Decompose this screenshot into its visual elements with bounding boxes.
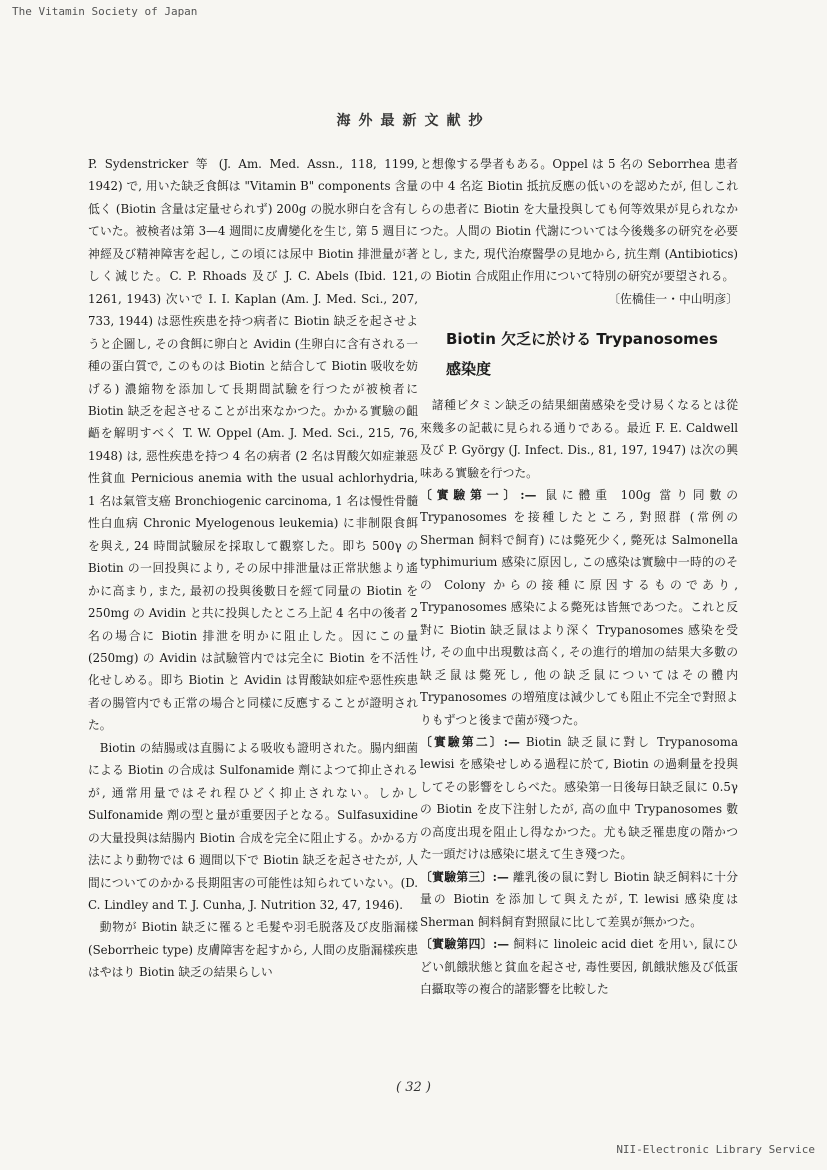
experiment-paragraph	[420, 933, 738, 1000]
paragraph: と想像する學者もある。Oppel は 5 名の Seborrhea 患者の中 4 名迄 Biotin 抵抗反應の低いのを認めたが, 但しこれらの患者に Biotin を大量投與しても何等效果が見られなかつた。人間の Biotin 代謝については今後幾多の研究を必要とし, また, 現代治療醫學の見地から, 抗生劑 (Antibiotics) の Biotin 合成阻止作用について特別の研究が要望される。	[420, 157, 738, 284]
article-intro: 諸種ビタミン缺乏の結果細菌感染を受け易くなるとは從來幾多の記載に見られる通りである。最近 F. E. Caldwell 及び P. György (J. Infect. Dis., 81, 197, 1947) は次の興味ある實驗を行つた。	[420, 398, 738, 480]
experiment-text: 離乳後の鼠に對し Biotin 缺乏飼料に十分量の Biotin を添加して與えたが, T. lewisi 感染度は Sherman 飼料飼育對照鼠に比して差異が無かつた。	[420, 869, 738, 929]
experiment-paragraph	[420, 866, 738, 933]
section-title: 海外最新文献抄	[336, 113, 491, 129]
experiment-paragraph	[420, 484, 738, 731]
experiment-label: 〔實驗第四〕:—	[420, 937, 510, 952]
paragraph: 動物が Biotin 缺乏に罹ると毛髮や羽毛脱落及び皮脂漏樣 (Seborrheic type) 皮膚障害を起すから, 人間の皮脂漏樣疾患はやはり Biotin 缺乏の結果らしい	[88, 920, 418, 980]
experiment-text: 鼠に體重 100g 當り同數の Trypanosomes を接種したところ, 對照群 (常例の Sherman 飼料で飼育) には斃死少く, 斃死は Salmonella typhimurium 感染に原因し, この感染は實驗中一時的のその Colony からの接種に原因するものであり, Trypanosomes 感染による斃死は皆無であつた。これと反對に Biotin 缺乏鼠はより深く Trypanosomes 感染を受け, その血中出現數は高く, その進行的増加の結果大多數の缺乏鼠は斃死し, 他の缺乏鼠についてはその體内 Trypanosomes の増殖度は減少しても阻止不完全で對照よりもずつと後まで菌が殘つた。	[420, 487, 738, 727]
paragraph: P. Sydenstricker 等 (J. Am. Med. Assn., 118, 1199, 1942) で, 用いた缺乏食餌は "Vitamin B" components 含量低く (Biotin 含量は定量せられず) 200g の脱水卵白を含有していた。被検者は第 3—4 週間に皮膚變化を生じ, 第 5 週目に神經及び精神障害を起し, この頃には尿中 Biotin 排泄量が著しく減じた。C. P. Rhoads 及び J. C. Abels (Ibid. 121, 1261, 1943) 次いで I. I. Kaplan (Am. J. Med. Sci., 207, 733, 1944) は惡性疾患を持つ病者に Biotin 缺乏を起させようと企圖し, その食餌に卵白と Avidin (生卵白に含有される一種の蛋白質で, このものは Biotin と結合して Biotin 吸收を妨げる) 濃縮物を添加して長期間試驗を行つたが被検者に Biotin 缺乏を起させることが出來なかつた。かかる實驗の齟齬を解明すべく T. W. Oppel (Am. J. Med. Sci., 215, 76, 1948) は, 惡性疾患を持つ 4 名の病者 (2 名は胃酸欠如症兼惡性貧血 Pernicious anemia with the usual achlorhydria, 1 名は氣管支癌 Bronchiogenic carcinoma, 1 名は慢性骨髓性白血病 Chronic Myelogenous leukemia) に非制限食餌を與え, 24 時間試驗尿を採取して觀察した。即ち 500γ の Biotin の一回投與により, その尿中排泄量は正常狀態より遙かに高まり, また, 最初の投與後數日を經て同量の Biotin を 250mg の Avidin と共に投與したところ上記 4 名中の後者 2 名の場合に Biotin 排泄を明かに阻止した。因にこの量 (250mg) の Avidin は試驗管内では完全に Biotin を不活性化せしめる。即ち Biotin と Avidin は胃酸缺如症や惡性疾患者の腸管内でも正常の場合と同樣に反應することが證明された。	[88, 157, 418, 733]
experiment-label: 〔實驗第一〕:—	[420, 487, 537, 502]
experiment-label: 〔實驗第二〕:—	[420, 734, 520, 749]
left-column	[88, 153, 418, 984]
author-credit: 〔佐橋佳一・中山明彦〕	[608, 291, 738, 306]
experiment-paragraph	[420, 731, 738, 866]
paragraph: Biotin の結腸或は直腸による吸收も證明された。腸内細菌による Biotin の合成は Sulfonamide 劑によつて抑止されるが, 通常用量ではそれ程ひどく抑止されない。しかし Sulfonamide 劑の型と量が重要因子となる。Sulfasuxidine の大量投與は結腸内 Biotin 合成を完全に阻止する。かかる方法により動物では 6 週間以下で Biotin 缺乏を起させたが, 人間についてのかかる長期阻害の可能性は知られていない。(D. C. Lindley and T. J. Cunha, J. Nutrition 32, 47, 1946).	[88, 740, 418, 912]
source-header: The Vitamin Society of Japan	[12, 5, 198, 18]
right-column	[420, 153, 738, 1000]
experiment-label: 〔實驗第三〕:—	[420, 869, 509, 884]
article-title	[446, 324, 738, 384]
article-title-line: 感染度	[446, 360, 492, 379]
experiment-text: Biotin 缺乏鼠に對し Trypanosoma lewisi を感染せしめる過程に於て, Biotin の過剩量を投與してその影響をしらべた。感染第一日後毎日缺乏鼠に 0.5γ の Biotin を皮下注射したが, 高の血中 Trypanosomes 數の高度出現を阻止し得なかつた。尤も缺乏罹患度の階かつた一頭だけは感染に堪えて生き殘つた。	[420, 734, 738, 862]
experiment-text: 飼料に linoleic acid diet を用い, 鼠にひどい飢餓狀態と貧血を起させ, 毒性要因, 飢餓狀態及び低蛋白攝取等の複合的諸影響を比較した	[420, 937, 738, 996]
article-title-line: Biotin 欠乏に於ける Trypanosomes	[446, 330, 718, 349]
library-footer: NII-Electronic Library Service	[616, 1143, 815, 1156]
page-number: ( 32 )	[396, 1080, 431, 1095]
